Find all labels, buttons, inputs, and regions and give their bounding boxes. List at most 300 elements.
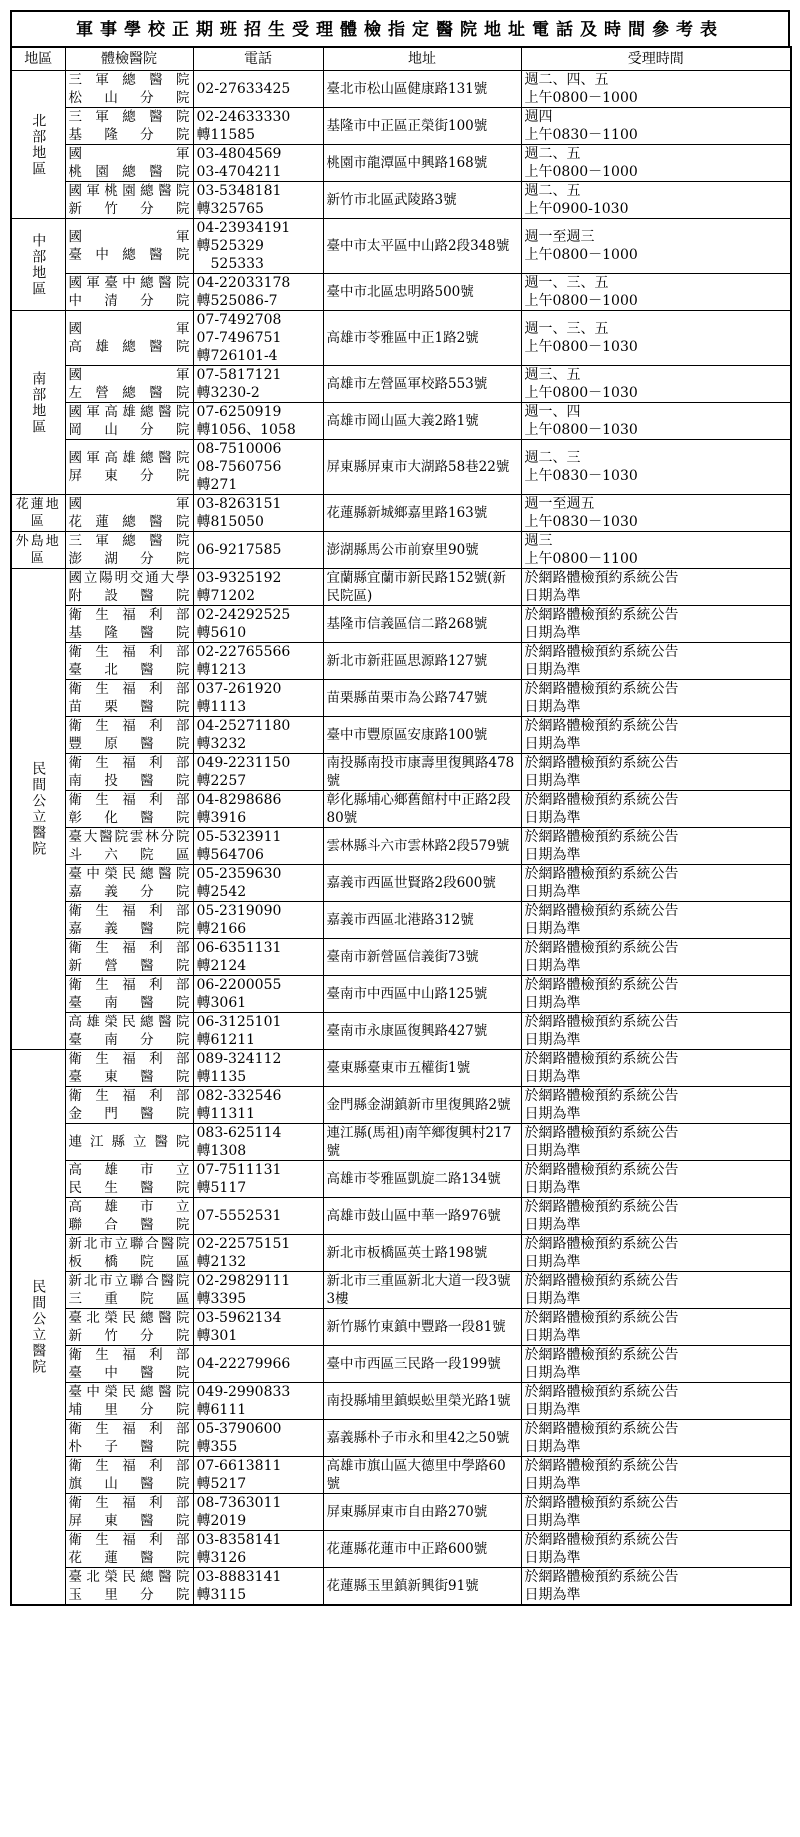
hospital-cell <box>65 1531 193 1568</box>
phone-line: 02-27633425 <box>196 81 291 97</box>
time-line: 於網路體檢預約系統公告 <box>524 1310 679 1326</box>
hospital-name-line: 新北市立聯合醫院 <box>68 1236 190 1252</box>
hospital-cell <box>65 495 193 532</box>
time-line: 於網路體檢預約系統公告 <box>524 755 679 771</box>
hospital-name-line: 三軍總醫院 <box>68 109 190 125</box>
hospital-name-line: 臺中榮民總醫院 <box>68 866 190 882</box>
hospital-cell <box>65 939 193 976</box>
time-line: 上午0800－1000 <box>524 247 638 263</box>
address-cell: 臺中市豐原區安康路100號 <box>323 717 521 754</box>
phone-line: 03-5962134 <box>196 1310 282 1326</box>
hospital-name-line: 板橋院區 <box>68 1254 190 1270</box>
time-line: 日期為準 <box>524 1365 581 1381</box>
hospital-name-line: 衛生福利部 <box>68 1088 190 1104</box>
time-cell <box>521 791 791 828</box>
header-address: 地址 <box>323 47 521 71</box>
time-cell <box>521 569 791 606</box>
phone-line: 07-7496751 <box>196 330 282 346</box>
table-row <box>11 1050 791 1087</box>
phone-line: 03-4804569 <box>196 146 282 162</box>
region-cell: 民間公立醫院 <box>11 569 65 1050</box>
phone-line: 06-6351131 <box>196 940 282 956</box>
phone-line: 轉3061 <box>196 995 247 1011</box>
phone-cell <box>193 1494 323 1531</box>
phone-line: 02-24292525 <box>196 607 291 623</box>
table-row <box>11 643 791 680</box>
hospital-name-line: 嘉義分院 <box>68 884 190 900</box>
phone-line: 轉3126 <box>196 1550 247 1566</box>
time-line: 上午0900-1030 <box>524 201 629 217</box>
time-cell <box>521 1568 791 1606</box>
time-line: 週一、四 <box>524 404 581 420</box>
phone-line: 07-5552531 <box>196 1208 282 1224</box>
phone-line: 轉301 <box>196 1328 238 1344</box>
time-line: 日期為準 <box>524 958 581 974</box>
hospital-name-line: 民生醫院 <box>68 1180 190 1196</box>
address-cell: 金門縣金湖鎮新市里復興路2號 <box>323 1087 521 1124</box>
time-line: 於網路體檢預約系統公告 <box>524 1051 679 1067</box>
phone-cell <box>193 1272 323 1309</box>
hospital-name-line: 澎湖分院 <box>68 551 190 567</box>
table-row <box>11 1457 791 1494</box>
address-cell: 臺中市北區忠明路500號 <box>323 274 521 311</box>
phone-line: 轉61211 <box>196 1032 256 1048</box>
time-line: 於網路體檢預約系統公告 <box>524 1421 679 1437</box>
address-cell: 屏東縣屏東市自由路270號 <box>323 1494 521 1531</box>
hospital-name-line: 花蓮總醫院 <box>68 514 190 530</box>
hospital-cell <box>65 366 193 403</box>
time-cell <box>521 1161 791 1198</box>
hospital-cell <box>65 1235 193 1272</box>
time-cell <box>521 680 791 717</box>
address-cell: 高雄市左營區軍校路553號 <box>323 366 521 403</box>
phone-line: 轉3230-2 <box>196 385 260 401</box>
phone-cell <box>193 717 323 754</box>
phone-line: 轉2019 <box>196 1513 247 1529</box>
address-cell: 高雄市苓雅區中正1路2號 <box>323 311 521 366</box>
hospital-name-line: 彰化醫院 <box>68 810 190 826</box>
time-line: 於網路體檢預約系統公告 <box>524 977 679 993</box>
phone-line: 轉1135 <box>196 1069 247 1085</box>
phone-line: 轉815050 <box>196 514 264 530</box>
address-cell: 花蓮縣花蓮市中正路600號 <box>323 1531 521 1568</box>
hospital-cell <box>65 71 193 108</box>
hospital-name-line: 高雄總醫院 <box>68 339 190 355</box>
time-line: 日期為準 <box>524 1217 581 1233</box>
hospital-name-line: 岡山分院 <box>68 422 190 438</box>
time-cell <box>521 606 791 643</box>
time-cell <box>521 902 791 939</box>
table-row <box>11 569 791 606</box>
phone-cell <box>193 71 323 108</box>
phone-line: 525333 <box>196 256 264 272</box>
address-cell: 臺南市永康區復興路427號 <box>323 1013 521 1050</box>
hospital-cell <box>65 1272 193 1309</box>
table-row <box>11 1272 791 1309</box>
phone-cell <box>193 1161 323 1198</box>
hospital-name-line: 松山分院 <box>68 90 190 106</box>
time-line: 上午0830－1100 <box>524 127 638 143</box>
table-row <box>11 1013 791 1050</box>
time-cell <box>521 717 791 754</box>
time-line: 於網路體檢預約系統公告 <box>524 1569 679 1585</box>
time-line: 日期為準 <box>524 810 581 826</box>
hospital-cell <box>65 440 193 495</box>
table-body <box>11 71 791 1606</box>
hospital-cell <box>65 532 193 569</box>
table-row <box>11 865 791 902</box>
address-cell: 雲林縣斗六市雲林路2段579號 <box>323 828 521 865</box>
time-line: 於網路體檢預約系統公告 <box>524 681 679 697</box>
hospital-name-line: 新竹分院 <box>68 1328 190 1344</box>
region-cell: 北部地區 <box>11 71 65 219</box>
hospital-name-line: 埔里分院 <box>68 1402 190 1418</box>
hospital-cell <box>65 865 193 902</box>
hospital-name-line: 三重院區 <box>68 1291 190 1307</box>
hospital-name-line: 國軍 <box>68 146 190 162</box>
phone-line: 轉525329 <box>196 238 264 254</box>
time-cell <box>521 1050 791 1087</box>
phone-cell <box>193 495 323 532</box>
time-cell <box>521 1087 791 1124</box>
table-row <box>11 791 791 828</box>
hospital-cell <box>65 1420 193 1457</box>
phone-line: 轉2124 <box>196 958 247 974</box>
hospital-name-line: 中清分院 <box>68 293 190 309</box>
hospital-name-line: 臺中醫院 <box>68 1365 190 1381</box>
table-row <box>11 71 791 108</box>
phone-line: 083-625114 <box>196 1125 282 1141</box>
address-cell: 苗栗縣苗栗市為公路747號 <box>323 680 521 717</box>
table-row <box>11 1494 791 1531</box>
hospital-cell <box>65 680 193 717</box>
table-row <box>11 1568 791 1606</box>
address-cell: 臺北市松山區健康路131號 <box>323 71 521 108</box>
address-cell: 新竹縣竹東鎮中豐路一段81號 <box>323 1309 521 1346</box>
hospital-name-line: 連江縣立醫院 <box>68 1134 190 1150</box>
time-line: 日期為準 <box>524 1550 581 1566</box>
hospital-name-line: 衛生福利部 <box>68 681 190 697</box>
time-line: 於網路體檢預約系統公告 <box>524 940 679 956</box>
time-line: 於網路體檢預約系統公告 <box>524 866 679 882</box>
phone-line: 07-5817121 <box>196 367 282 383</box>
time-line: 日期為準 <box>524 1587 581 1603</box>
hospital-name-line: 臺南分院 <box>68 1032 190 1048</box>
table-row <box>11 680 791 717</box>
time-line: 於網路體檢預約系統公告 <box>524 903 679 919</box>
hospital-name-line: 臺大醫院雲林分院 <box>68 829 190 845</box>
time-line: 日期為準 <box>524 773 581 789</box>
time-line: 上午0800－1100 <box>524 551 638 567</box>
address-cell: 花蓮縣新城鄉嘉里路163號 <box>323 495 521 532</box>
time-line: 於網路體檢預約系統公告 <box>524 1458 679 1474</box>
hospital-cell <box>65 1383 193 1420</box>
phone-cell <box>193 274 323 311</box>
phone-line: 04-22279966 <box>196 1356 291 1372</box>
time-line: 於網路體檢預約系統公告 <box>524 1347 679 1363</box>
phone-line: 06-9217585 <box>196 542 282 558</box>
address-cell: 花蓮縣玉里鎮新興街91號 <box>323 1568 521 1606</box>
region-cell: 民間公立醫院 <box>11 1050 65 1606</box>
time-cell <box>521 939 791 976</box>
hospital-name-line: 新竹分院 <box>68 201 190 217</box>
time-line: 週二、五 <box>524 183 581 199</box>
table-row <box>11 902 791 939</box>
time-cell <box>521 1013 791 1050</box>
time-line: 日期為準 <box>524 1476 581 1492</box>
time-line: 週三、五 <box>524 367 581 383</box>
hospital-name-line: 基隆分院 <box>68 127 190 143</box>
time-line: 日期為準 <box>524 1180 581 1196</box>
phone-line: 轉2166 <box>196 921 247 937</box>
phone-line: 03-8263151 <box>196 496 282 512</box>
address-cell: 高雄市岡山區大義2路1號 <box>323 403 521 440</box>
phone-line: 轉271 <box>196 477 238 493</box>
time-line: 上午0800－1000 <box>524 90 638 106</box>
phone-line: 082-332546 <box>196 1088 282 1104</box>
time-line: 日期為準 <box>524 1291 581 1307</box>
hospital-name-line: 三軍總醫院 <box>68 533 190 549</box>
time-line: 週四 <box>524 109 553 125</box>
header-phone: 電話 <box>193 47 323 71</box>
time-cell <box>521 1420 791 1457</box>
table-row <box>11 1346 791 1383</box>
phone-line: 07-6613811 <box>196 1458 282 1474</box>
hospital-name-line: 衛生福利部 <box>68 1495 190 1511</box>
hospital-name-line: 國軍高雄總醫院 <box>68 450 190 466</box>
phone-line: 轉2542 <box>196 884 247 900</box>
hospital-cell <box>65 182 193 219</box>
time-line: 週一至週三 <box>524 229 595 245</box>
phone-line: 轉5217 <box>196 1476 247 1492</box>
table-row <box>11 403 791 440</box>
phone-line: 轉3395 <box>196 1291 247 1307</box>
table-row <box>11 939 791 976</box>
phone-line: 08-7510006 <box>196 441 282 457</box>
time-line: 上午0800－1030 <box>524 385 638 401</box>
address-cell: 嘉義市西區北港路312號 <box>323 902 521 939</box>
time-line: 於網路體檢預約系統公告 <box>524 1199 679 1215</box>
address-cell: 連江縣(馬祖)南竿鄉復興村217號 <box>323 1124 521 1161</box>
table-row <box>11 1309 791 1346</box>
table-row <box>11 1235 791 1272</box>
hospital-cell <box>65 1198 193 1235</box>
hospital-cell <box>65 219 193 274</box>
phone-cell <box>193 311 323 366</box>
time-cell <box>521 366 791 403</box>
time-line: 於網路體檢預約系統公告 <box>524 1495 679 1511</box>
time-line: 週一、三、五 <box>524 275 609 291</box>
hospital-name-line: 嘉義醫院 <box>68 921 190 937</box>
hospital-name-line: 衛生福利部 <box>68 1532 190 1548</box>
time-cell <box>521 1383 791 1420</box>
phone-cell <box>193 754 323 791</box>
time-line: 日期為準 <box>524 736 581 752</box>
time-line: 日期為準 <box>524 847 581 863</box>
hospital-cell <box>65 274 193 311</box>
address-cell: 屏東縣屏東市大湖路58巷22號 <box>323 440 521 495</box>
hospital-name-line: 苗栗醫院 <box>68 699 190 715</box>
phone-line: 轉1213 <box>196 662 247 678</box>
table-row <box>11 219 791 274</box>
hospital-name-line: 國軍 <box>68 496 190 512</box>
time-line: 日期為準 <box>524 1106 581 1122</box>
address-cell: 桃園市龍潭區中興路168號 <box>323 145 521 182</box>
time-line: 上午0800－1000 <box>524 293 638 309</box>
page-title: 軍事學校正期班招生受理體檢指定醫院地址電話及時間參考表 <box>10 10 790 46</box>
time-line: 日期為準 <box>524 884 581 900</box>
time-cell <box>521 1346 791 1383</box>
time-cell <box>521 311 791 366</box>
time-cell <box>521 274 791 311</box>
hospital-cell <box>65 828 193 865</box>
address-cell: 新北市三重區新北大道一段3號3樓 <box>323 1272 521 1309</box>
table-row <box>11 311 791 366</box>
time-line: 於網路體檢預約系統公告 <box>524 829 679 845</box>
table-row <box>11 606 791 643</box>
table-row <box>11 366 791 403</box>
address-cell: 南投縣南投市康壽里復興路478號 <box>323 754 521 791</box>
phone-cell <box>193 1531 323 1568</box>
document-page <box>10 10 790 1817</box>
hospital-name-line: 衛生福利部 <box>68 792 190 808</box>
time-line: 日期為準 <box>524 1143 581 1159</box>
time-line: 週三 <box>524 533 553 549</box>
time-cell <box>521 1235 791 1272</box>
phone-cell <box>193 532 323 569</box>
table-row <box>11 532 791 569</box>
phone-line: 轉2257 <box>196 773 247 789</box>
phone-cell <box>193 1457 323 1494</box>
hospital-name-line: 國立陽明交通大學 <box>68 570 190 586</box>
hospital-cell <box>65 1013 193 1050</box>
hospital-name-line: 金門醫院 <box>68 1106 190 1122</box>
time-cell <box>521 440 791 495</box>
phone-line: 轉564706 <box>196 847 264 863</box>
time-cell <box>521 145 791 182</box>
phone-cell <box>193 828 323 865</box>
time-line: 週二、四、五 <box>524 72 609 88</box>
region-cell: 花蓮地區 <box>11 495 65 532</box>
time-line: 於網路體檢預約系統公告 <box>524 1162 679 1178</box>
time-cell <box>521 754 791 791</box>
time-line: 於網路體檢預約系統公告 <box>524 644 679 660</box>
time-cell <box>521 1494 791 1531</box>
phone-line: 02-22765566 <box>196 644 291 660</box>
time-line: 日期為準 <box>524 1513 581 1529</box>
time-line: 於網路體檢預約系統公告 <box>524 792 679 808</box>
time-line: 於網路體檢預約系統公告 <box>524 607 679 623</box>
time-line: 於網路體檢預約系統公告 <box>524 1273 679 1289</box>
address-cell: 臺中市西區三民路一段199號 <box>323 1346 521 1383</box>
hospital-cell <box>65 754 193 791</box>
time-line: 日期為準 <box>524 921 581 937</box>
time-cell <box>521 495 791 532</box>
hospital-cell <box>65 1161 193 1198</box>
phone-line: 轉3232 <box>196 736 247 752</box>
phone-line: 04-25271180 <box>196 718 291 734</box>
address-cell: 臺南市新營區信義街73號 <box>323 939 521 976</box>
phone-line: 轉5117 <box>196 1180 247 1196</box>
hospital-name-line: 臺中榮民總醫院 <box>68 1384 190 1400</box>
phone-line: 轉3115 <box>196 1587 247 1603</box>
hospital-name-line: 旗山醫院 <box>68 1476 190 1492</box>
phone-line: 07-6250919 <box>196 404 282 420</box>
phone-line: 05-3790600 <box>196 1421 282 1437</box>
hospital-name-line: 衛生福利部 <box>68 977 190 993</box>
hospital-name-line: 高雄榮民總醫院 <box>68 1014 190 1030</box>
phone-line: 轉1308 <box>196 1143 247 1159</box>
hospital-cell <box>65 902 193 939</box>
phone-cell <box>193 1568 323 1606</box>
phone-cell <box>193 1383 323 1420</box>
hospital-name-line: 基隆醫院 <box>68 625 190 641</box>
phone-cell <box>193 403 323 440</box>
hospital-cell <box>65 717 193 754</box>
phone-line: 08-7560756 <box>196 459 282 475</box>
time-line: 日期為準 <box>524 699 581 715</box>
hospital-name-line: 衛生福利部 <box>68 718 190 734</box>
time-line: 日期為準 <box>524 662 581 678</box>
phone-cell <box>193 1420 323 1457</box>
hospital-cell <box>65 1124 193 1161</box>
hospital-name-line: 屏東分院 <box>68 468 190 484</box>
time-line: 於網路體檢預約系統公告 <box>524 1014 679 1030</box>
time-line: 於網路體檢預約系統公告 <box>524 1532 679 1548</box>
phone-line: 07-7511131 <box>196 1162 282 1178</box>
table-row <box>11 1198 791 1235</box>
table-row <box>11 1420 791 1457</box>
address-cell: 基隆市中正區正榮街100號 <box>323 108 521 145</box>
phone-line: 03-5348181 <box>196 183 282 199</box>
time-line: 於網路體檢預約系統公告 <box>524 718 679 734</box>
hospital-table <box>10 46 792 1606</box>
table-row <box>11 495 791 532</box>
time-line: 日期為準 <box>524 1254 581 1270</box>
phone-line: 07-7492708 <box>196 312 282 328</box>
phone-line: 03-8883141 <box>196 1569 282 1585</box>
hospital-name-line: 國軍臺中總醫院 <box>68 275 190 291</box>
time-cell <box>521 108 791 145</box>
phone-cell <box>193 366 323 403</box>
phone-cell <box>193 976 323 1013</box>
hospital-cell <box>65 1050 193 1087</box>
time-line: 上午0800－1000 <box>524 164 638 180</box>
time-line: 週二、三 <box>524 450 581 466</box>
hospital-name-line: 國軍 <box>68 229 190 245</box>
phone-line: 轉355 <box>196 1439 238 1455</box>
table-row <box>11 145 791 182</box>
phone-cell <box>193 791 323 828</box>
address-cell: 高雄市旗山區大德里中學路60號 <box>323 1457 521 1494</box>
hospital-name-line: 斗六院區 <box>68 847 190 863</box>
address-cell: 臺南市中西區中山路125號 <box>323 976 521 1013</box>
hospital-cell <box>65 108 193 145</box>
hospital-name-line: 衛生福利部 <box>68 644 190 660</box>
phone-cell <box>193 219 323 274</box>
region-cell: 南部地區 <box>11 311 65 495</box>
hospital-cell <box>65 791 193 828</box>
time-cell <box>521 1272 791 1309</box>
phone-line: 03-8358141 <box>196 1532 282 1548</box>
time-cell <box>521 1124 791 1161</box>
address-cell: 臺東縣臺東市五權街1號 <box>323 1050 521 1087</box>
address-cell: 南投縣埔里鎮蜈蚣里榮光路1號 <box>323 1383 521 1420</box>
phone-line: 08-7363011 <box>196 1495 282 1511</box>
hospital-name-line: 國軍 <box>68 367 190 383</box>
hospital-name-line: 桃園總醫院 <box>68 164 190 180</box>
phone-cell <box>193 1309 323 1346</box>
